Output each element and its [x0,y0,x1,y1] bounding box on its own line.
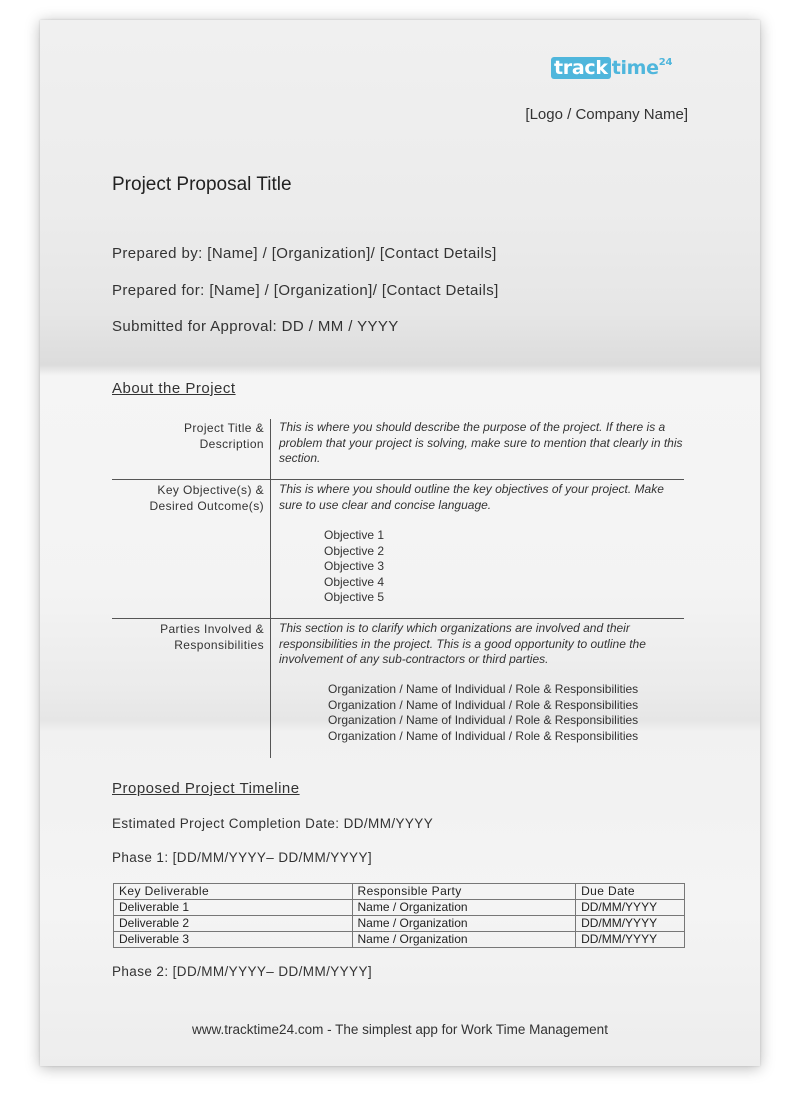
row-label-parties [114,621,264,653]
list-item: Organization / Name of Individual / Role & Responsibilities [328,713,639,727]
tracktime24-logo [551,57,672,79]
row-label-line: Description [199,437,264,451]
row-label-project-title [114,420,264,452]
table-cell: Name / Organization [352,916,576,932]
prepared-for: Prepared for: [Name] / [Organization]/ [Contact Details] [112,282,499,299]
phase-2-dates: Phase 2: [DD/MM/YYYY– DD/MM/YYYY] [112,964,373,979]
phase-1-dates: Phase 1: [DD/MM/YYYY– DD/MM/YYYY] [112,850,373,865]
footer-text: www.tracktime24.com - The simplest app for Work Time Management [192,1022,608,1037]
table-row [114,916,685,932]
table-cell: Deliverable 1 [114,900,353,916]
table-row [114,900,685,916]
row-label-objectives [114,482,264,514]
estimated-completion-date: Estimated Project Completion Date: DD/MM/YYYY [112,816,434,831]
logo-track-text: track [551,57,611,79]
logo-placeholder: [Logo / Company Name] [525,106,688,123]
column-header-deliverable: Key Deliverable [114,884,353,900]
objectives-description-text: This is where you should outline the key objectives of your project. Make sure to use clear and concise language. [279,482,664,512]
list-item: Organization / Name of Individual / Role & Responsibilities [328,728,639,743]
list-item: Objective 1 [324,528,385,542]
about-heading: About the Project [112,380,236,397]
proposal-title: Project Proposal Title [112,174,292,195]
table-cell: DD/MM/YYYY [576,900,685,916]
list-item: Objective 4 [324,574,385,589]
table-cell: DD/MM/YYYY [576,916,685,932]
table-cell: Name / Organization [352,900,576,916]
row-label-line: Responsibilities [174,638,264,652]
table-row [114,932,685,948]
list-item: Objective 5 [324,590,385,604]
list-item: Organization / Name of Individual / Role & Responsibilities [328,697,639,712]
row-label-line: Desired Outcome(s) [149,499,264,513]
prepared-by: Prepared by: [Name] / [Organization]/ [Contact Details] [112,245,497,262]
row-divider [112,618,684,619]
table-cell: DD/MM/YYYY [576,932,685,948]
table-divider-vertical [270,419,271,758]
table-cell: Deliverable 3 [114,932,353,948]
table-cell: Name / Organization [352,932,576,948]
row-label-line: Key Objective(s) & [157,483,264,497]
objectives-list [324,528,384,606]
table-cell: Deliverable 2 [114,916,353,932]
row-label-line: Parties Involved & [160,622,264,636]
list-item: Organization / Name of Individual / Role & Responsibilities [328,682,639,696]
submitted-for-approval: Submitted for Approval: DD / MM / YYYY [112,318,399,335]
deliverables-table [113,883,685,948]
row-label-line: Project Title & [183,421,264,435]
project-description-text: This is where you should describe the purpose of the project. If there is a problem that your project is solving, make sure to mention that clearly in this section. [279,420,683,465]
column-header-responsible: Responsible Party [352,884,576,900]
list-item: Objective 3 [324,559,385,573]
row-divider [112,479,684,480]
column-header-due-date: Due Date [576,884,685,900]
table-header-row [114,884,685,900]
list-item: Objective 2 [324,543,385,558]
logo-superscript: 24 [658,57,673,68]
timeline-heading: Proposed Project Timeline [112,780,300,797]
logo-time-text: time [611,57,659,79]
parties-list [328,682,638,744]
parties-description-text: This section is to clarify which organizations are involved and their responsibilities in the project. This is a good opportunity to outline the involvement of any sub-contractors or third parties. [279,621,646,666]
